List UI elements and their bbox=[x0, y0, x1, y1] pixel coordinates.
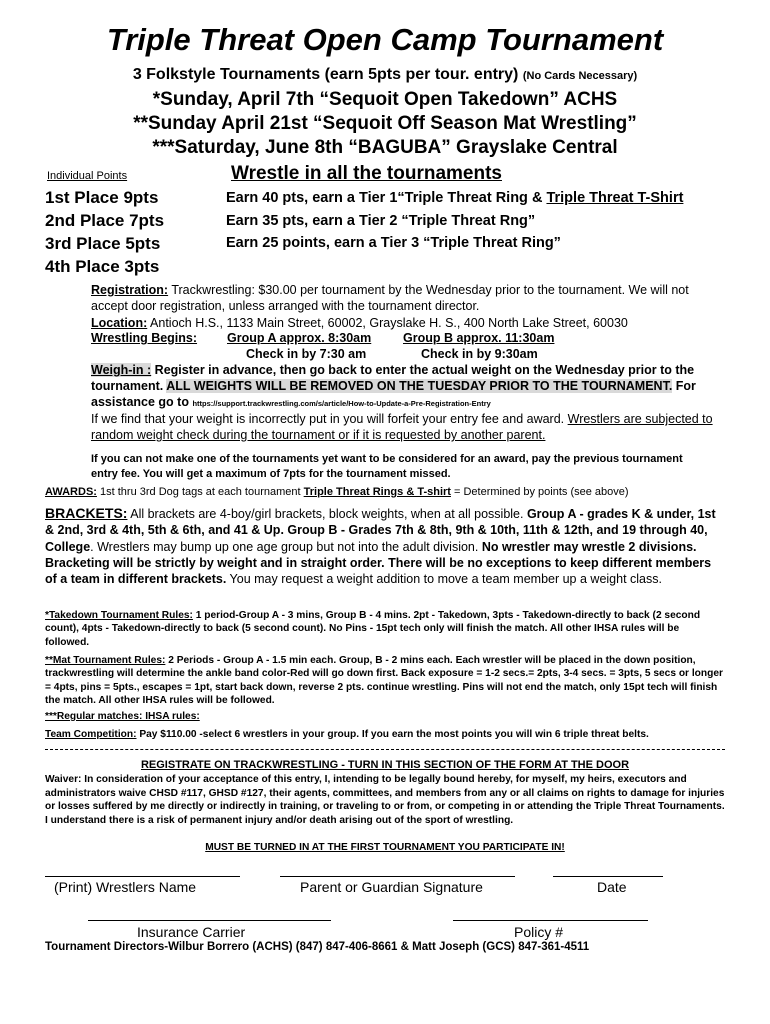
form-header: REGISTRATE ON TRACKWRESTLING - TURN IN THIS SECTION OF THE FORM AT THE DOOR bbox=[140, 759, 630, 771]
mat-rules-text: 2 Periods - Group A - 1.5 min each. Group, B - 2 mins each. Each wrestler will be placed in the down position, trackwrestling will determine the ankle band color-Red will go down first. Back exposure = 1-2 secs.= 2pts, 3-4 secs. = 3pts, 5 secs or longer = 4pts, pins = 5pts., escapes = 1pt, start back down, reverse 2 pts. continue wrestling. Pins will not end the match, only 15pt tech will finish the match. All other IHSA rules will be followed. bbox=[45, 655, 723, 706]
place-1: 1st Place 9pts bbox=[45, 188, 159, 207]
brackets-t3: . Wrestlers may bump up one age group but not into the adult division. bbox=[90, 539, 482, 554]
brackets-groups: Group A - grades K & under, 1st & 2nd, 3rd & 4th, 5th & 6th, and 41 & Up. Group B - Grades 7th & 8th, 9th & 10th, 11th & 12th, and 19 through 40, College bbox=[45, 507, 716, 554]
check-in-a: Check in by 7:30 am bbox=[246, 347, 367, 361]
policy-line[interactable] bbox=[453, 920, 648, 921]
registration-label: Registration: bbox=[91, 283, 169, 297]
insurance-label: Insurance Carrier bbox=[137, 924, 246, 940]
brackets bbox=[45, 505, 725, 587]
date-label: Date bbox=[597, 879, 627, 895]
waiver: Waiver: In consideration of your acceptance of this entry, I, intending to be legally bound hereby, for myself, my heirs, executors and administrators waive CHSD #117, GHSD #127, their agents, committees, and members from any or all claims on rights to damage for injuries or losses suffered by me directly or indirectly in training, or traveling to or from, or competing in or attending the Triple Threat Tournaments. I understand there is a risk of permanent injury and/or death arising out of the sport of wrestling. bbox=[45, 774, 725, 826]
award-note: If you can not make one of the tournaments yet want to be considered for an award, pay the previous tournament entry fee. You will get a maximum of 7pts for the tournament missed. bbox=[91, 453, 683, 480]
takedown-rules-label: *Takedown Tournament Rules: bbox=[45, 610, 193, 621]
weigh-in-highlight: ALL WEIGHTS WILL BE REMOVED ON THE TUESDAY PRIOR TO THE TOURNAMENT. bbox=[166, 379, 673, 393]
policy-label: Policy # bbox=[514, 924, 564, 940]
location-label: Location: bbox=[91, 316, 148, 330]
regular-matches: ***Regular matches: IHSA rules: bbox=[45, 711, 200, 722]
brackets-label: BRACKETS: bbox=[45, 505, 128, 521]
group-b-time: Group B approx. 11:30am bbox=[403, 331, 555, 345]
page-title: Triple Threat Open Camp Tournament bbox=[106, 22, 664, 57]
subtitle bbox=[0, 66, 770, 84]
weight-warning-underlined: Wrestlers are subjected to random weight check during the tournament or if it is requested by another parent. bbox=[91, 412, 713, 442]
mat-rules-label: **Mat Tournament Rules: bbox=[45, 655, 166, 666]
event-3: ***Saturday, June 8th “BAGUBA” Grayslake Central bbox=[152, 137, 618, 158]
group-a-time: Group A approx. 8:30am bbox=[227, 331, 372, 345]
location bbox=[91, 315, 731, 331]
awards-rings: Triple Threat Rings & T-shirt bbox=[303, 486, 451, 498]
date-line[interactable] bbox=[553, 876, 663, 877]
team-competition bbox=[45, 729, 649, 740]
location-text: Antioch H.S., 1133 Main Street, 60002, Grayslake H. S., 400 North Lake Street, 60030 bbox=[147, 316, 628, 330]
takedown-rules bbox=[45, 609, 725, 649]
insurance-line[interactable] bbox=[88, 920, 331, 921]
directors: Tournament Directors-Wilbur Borrero (ACHS) (847) 847-406-8661 & Matt Joseph (GCS) 847-361-4511 bbox=[45, 941, 590, 953]
subtitle-note: (No Cards Necessary) bbox=[522, 70, 638, 82]
cut-line bbox=[45, 749, 725, 750]
tier-1-shirt: Triple Threat T-Shirt bbox=[546, 190, 684, 206]
tier-1 bbox=[226, 190, 683, 206]
registration bbox=[91, 282, 721, 314]
weigh-in-url[interactable]: https://support.trackwrestling.com/s/article/How-to-Update-a-Pre-Registration-Entry bbox=[192, 399, 491, 408]
place-2: 2nd Place 7pts bbox=[45, 211, 165, 230]
wrestling-begins-label: Wrestling Begins: bbox=[91, 331, 198, 345]
name-line[interactable] bbox=[45, 876, 240, 877]
team-competition-text: Pay $110.00 -select 6 wrestlers in your group. If you earn the most points you will win 6 triple threat belts. bbox=[136, 729, 649, 740]
parent-label: Parent or Guardian Signature bbox=[300, 879, 483, 895]
all-tournaments-header: Wrestle in all the tournaments bbox=[231, 163, 502, 184]
subtitle-main: 3 Folkstyle Tournaments (earn 5pts per tour. entry) bbox=[132, 66, 519, 83]
awards-label: AWARDS: bbox=[45, 486, 97, 498]
parent-line[interactable] bbox=[280, 876, 515, 877]
weigh-in-text: Register in advance, then go back to enter the actual weight on the Wednesday prior to the tournament. bbox=[91, 363, 695, 393]
event-2: **Sunday April 21st “Sequoit Off Season Mat Wrestling” bbox=[133, 113, 637, 134]
place-3: 3rd Place 5pts bbox=[45, 234, 161, 253]
team-competition-label: Team Competition: bbox=[45, 729, 137, 740]
weight-warning-text: If we find that your weight is incorrectly put in you will forfeit your entry fee and award. bbox=[91, 412, 568, 426]
takedown-rules-text: 1 period-Group A - 3 mins, Group B - 4 mins. 2pt - Takedown, 3pts - Takedown-directly to back (2 second count), 4pts - Takedown-directly to back (5 second count). No Pins - 15pt tech only will finish the match. All other IHSA rules will be followed. bbox=[45, 610, 701, 648]
event-1: *Sunday, April 7th “Sequoit Open Takedown” ACHS bbox=[152, 89, 618, 110]
awards-text: 1st thru 3rd Dog tags at each tournament bbox=[96, 486, 304, 498]
wrestling-begins bbox=[91, 331, 197, 345]
awards bbox=[45, 486, 629, 498]
awards-determined: = Determined by points (see above) bbox=[450, 486, 629, 498]
check-in-b: Check in by 9:30am bbox=[421, 347, 538, 361]
must-turn-in: MUST BE TURNED IN AT THE FIRST TOURNAMENT YOU PARTICIPATE IN! bbox=[205, 842, 565, 853]
tier-3: Earn 25 points, earn a Tier 3 “Triple Threat Ring” bbox=[226, 235, 561, 251]
tier-1-text: Earn 40 pts, earn a Tier 1“Triple Threat Ring & bbox=[226, 190, 547, 206]
brackets-t5: You may request a weight addition to move a team member up a weight class. bbox=[226, 572, 662, 587]
brackets-t1: All brackets are 4-boy/girl brackets, block weights, when at all possible. bbox=[127, 507, 527, 521]
registration-text: Trackwrestling: $30.00 per tournament by the Wednesday prior to the tournament. We will not accept door registration, unless arranged with the tournament director. bbox=[91, 283, 689, 313]
weigh-in bbox=[91, 362, 731, 412]
weigh-in-assist: For assistance go to bbox=[91, 379, 696, 409]
place-4: 4th Place 3pts bbox=[45, 257, 160, 276]
name-label: (Print) Wrestlers Name bbox=[54, 879, 197, 895]
weight-warning bbox=[91, 411, 721, 443]
weigh-in-label: Weigh-in : bbox=[91, 363, 152, 377]
points-header: Individual Points bbox=[47, 170, 128, 182]
brackets-rules: No wrestler may wrestle 2 divisions. Bracketing will be strictly by weight and in straight order. There will be no exceptions to keep different members of a team in different brackets. bbox=[45, 539, 712, 587]
mat-rules bbox=[45, 654, 730, 707]
tier-2: Earn 35 pts, earn a Tier 2 “Triple Threat Rng” bbox=[226, 213, 536, 229]
